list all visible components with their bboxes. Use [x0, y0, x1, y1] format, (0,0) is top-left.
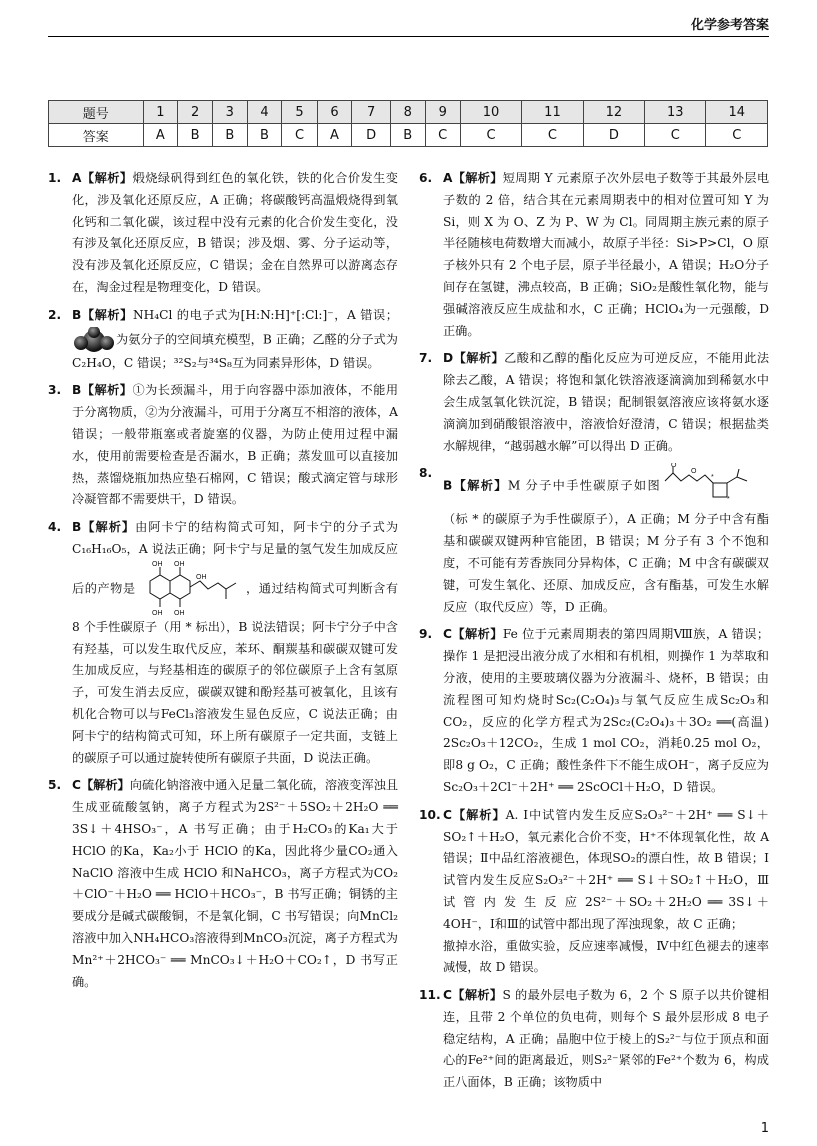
answer-letter: C [443, 988, 452, 1003]
analysis-text: 乙酸和乙醇的酯化反应为可逆反应，不能用此法除去乙酸，A 错误；将饱和氯化铁溶液逐滴滴加到稀氨水中会生成氢氧化铁沉淀，B 错误；配制银氨溶液应该将氨水逐滴滴加到硝酸银溶液中，溶液恰好澄清，C 错误；根据盐类水解规律，“越弱越水解”可以得出 D 正确。 [443, 351, 770, 453]
analysis-tag: 【解析】 [452, 171, 503, 185]
question-number: 10. [419, 807, 441, 822]
analysis-text: NH₄Cl 的电子式为 [132, 307, 241, 322]
question-number: 4. [48, 520, 62, 535]
answer-cell: D [352, 124, 391, 147]
electron-formula: [H:N:H]⁺[:Cl:]⁻ [240, 307, 334, 322]
analysis-text: M 分子中手性碳原子如图 [507, 478, 662, 493]
question-number: 5. [48, 778, 62, 793]
answer-cell: B [247, 124, 282, 147]
page-header: 化学参考答案 [690, 18, 769, 33]
svg-text:O: O [691, 468, 697, 476]
answer-letter: D [443, 351, 454, 366]
analysis-text: 由阿卡宁的结构简式可知，阿卡宁的分子式为C₁₆H₁₆O₅，A 说法正确；阿卡宁与足量的氢气发生加成反应后的产物是 [72, 520, 399, 596]
analysis-text: ，A 错误； [333, 307, 398, 322]
question-number: 9. [419, 627, 433, 642]
analysis-text: S 的最外层电子数为 6，2 个 S 原子以共价键相连，且带 2 个单位的负电荷，则每个 S 最外层形成 8 电子稳定结构，A 正确；晶胞中位于棱上的S₂²⁻与位于顶点和面心的Fe²⁺间的距离最近，则S₂²⁻紧邻的Fe²⁺个数为 6，构成正八面体，B 正确；该物质中 [443, 988, 769, 1090]
question-number: 6. [419, 171, 433, 185]
analysis-text: 短周期 Y 元素原子次外层电子数等于其最外层电子数的 2 倍，结合其在元素周期表中的相对位置可知 Y 为 Si，则 X 为 O、Z 为 P、W 为 Cl。同周期主族元素的原子半径随核电荷数增大而减小，故原子半径：Si>P>Cl，O 原子核外只有 2 个电子层，原子半径最小，A 错误；H₂O分子间存在氢键，沸点较高，B 正确；SiO₂是酸性氧化物，能与强碱溶液反应生成盐和水，C 正确；HClO₄为一元强酸，D 正确。 [443, 171, 770, 338]
answer-cell: B [178, 124, 213, 147]
svg-text:OH: OH [151, 609, 163, 617]
question-number-cell: 1 [143, 101, 178, 124]
answer-cell: C [425, 124, 460, 147]
analysis-tag: 【解析】 [451, 807, 506, 822]
header-rule [48, 36, 769, 37]
question-2 [48, 305, 398, 375]
question-number-row [49, 101, 768, 124]
svg-text:O: O [671, 463, 677, 470]
answer-letter: A [72, 171, 82, 185]
answer-cell: A [317, 124, 352, 147]
question-4 [48, 517, 398, 769]
question-1 [48, 168, 398, 299]
question-number: 8. [419, 466, 433, 481]
question-5 [48, 775, 398, 993]
row-label: 答案 [49, 124, 144, 147]
answer-cell: C [645, 124, 706, 147]
question-number-cell: 9 [425, 101, 460, 124]
answer-table [48, 100, 768, 147]
analysis-text: 煅烧绿矾得到红色的氧化铁，铁的化合价发生变化，涉及氧化还原反应，A 正确；将碳酸钙高温煅烧得到氧化钙和二氧化碳，该过程中没有元素的化合价发生变化，没有涉及氧化还原反应，B 错误；涉及烟、雾、分子运动等，没有涉及氧化还原反应，C 错误；金在自然界可以游离态存在，淘金过程是物理变化，D 错误。 [72, 171, 398, 294]
answer-cell: C [522, 124, 583, 147]
answer-letter: B [443, 478, 453, 493]
answer-letter: C [443, 627, 452, 642]
question-6 [419, 168, 769, 342]
answer-letter: C [72, 778, 81, 793]
left-column [48, 168, 398, 999]
analysis-text: 向硫化钠溶液中通入足量二氧化硫，溶液变浑浊且生成亚硫酸氢钠，离子方程式为2S²⁻＋5SO₂＋2H₂O ══ 3S↓＋4HSO₃⁻，A 书写正确；由于H₂CO₃的Ka₁大于 HClO 的Ka，Ka₂小于 HClO 的Ka，因此将少量CO₂通入 NaClO 溶液中生成 HClO 和NaHCO₃，离子方程式为CO₂＋ClO⁻＋H₂O ══ HClO＋HCO₃⁻，B 书写正确；铜锈的主要成分是碱式碳酸铜，不是氧化铜，C 书写错误；向MnCl₂溶液中加入NH₄HCO₃溶液得到MnCO₃沉淀，离子方程式为Mn²⁺＋2HCO₃⁻ ══ MnCO₃↓＋H₂O＋CO₂↑，D 书写正确。 [72, 778, 399, 989]
svg-text:OH: OH [173, 609, 185, 617]
question-number-cell: 8 [390, 101, 425, 124]
molecule-m-structure [661, 463, 769, 509]
ammonia-model-image [72, 327, 116, 353]
question-number-cell: 2 [178, 101, 213, 124]
analysis-text: 为氨分子的空间填充模型，B 正确；乙醛的分子式为C₂H₄O，C 错误；³²S₂与³⁴S₈互为同素异形体，D 错误。 [72, 332, 398, 370]
question-number-cell: 10 [460, 101, 521, 124]
answer-cell: C [282, 124, 317, 147]
answer-letter: B [72, 520, 82, 535]
answer-cell: B [212, 124, 247, 147]
analysis-text: Fe 位于元素周期表的第四周期Ⅷ族，A 错误；操作 1 是把浸出液分成了水相和有机相，则操作 1 为萃取和分液，使用的主要玻璃仪器为分液漏斗、烧杯，B 错误；由流程图可知灼烧时Sc₂(C₂O₄)₃与氧气反应生成Sc₂O₃和CO₂，反应的化学方程式为2Sc₂(C₂O₄)₃＋3O₂ ══(高温) 2Sc₂O₃＋12CO₂，生成 1 mol CO₂，消耗0.25 mol O₂，即8 g O₂，C 正确；酸性条件下不能生成OH⁻，离子反应为Sc₂O₃＋2Cl⁻＋2H⁺ ══ 2ScOCl＋H₂O，D 错误。 [443, 627, 770, 794]
question-number-cell: 14 [706, 101, 768, 124]
analysis-tag: 【解析】 [81, 520, 136, 535]
question-number: 7. [419, 351, 433, 366]
question-number-cell: 4 [247, 101, 282, 124]
analysis-tag: 【解析】 [81, 383, 133, 398]
row-label: 题号 [49, 101, 144, 124]
analysis-tag: 【解析】 [452, 478, 508, 493]
answer-cell: C [706, 124, 768, 147]
answer-cell: A [143, 124, 178, 147]
question-number-cell: 12 [583, 101, 644, 124]
page-number: 1 [760, 1121, 769, 1136]
question-number-cell: 11 [522, 101, 583, 124]
analysis-text: ，通过结构简式可判断含有 8 个手性碳原子（用 * 标出），B 说法错误；阿卡宁分子中含有羟基，可以发生取代反应，苯环、酮羰基和碳碳双键可发生加成反应，与羟基相连的碳原子的邻位碳原子上含有氢原子，可发生消去反应，碳碳双键和酚羟基可被氧化，且该有机化合物可以与FeCl₃溶液发生显色反应，C 说法正确；由阿卡宁的结构简式可知，环上所有碳原子一定共面，支链上的碳原子可以通过旋转使所有碳原子共面，D 说法正确。 [72, 581, 399, 765]
answer-letter: B [72, 307, 82, 322]
svg-text:OH: OH [151, 560, 163, 568]
question-number-cell: 3 [212, 101, 247, 124]
answer-row [49, 124, 768, 147]
analysis-tag: 【解析】 [81, 307, 133, 322]
question-number: 1. [48, 171, 62, 185]
question-7 [419, 348, 769, 457]
question-3 [48, 380, 398, 511]
question-11 [419, 985, 769, 1094]
svg-text:*: * [711, 474, 714, 482]
answer-cell: B [390, 124, 425, 147]
svg-text:OH: OH [195, 573, 207, 581]
answer-letter: C [443, 807, 452, 822]
answer-letter: A [443, 171, 453, 185]
svg-text:OH: OH [173, 560, 185, 568]
question-number: 3. [48, 383, 62, 398]
question-number: 11. [419, 988, 441, 1003]
analysis-tag: 【解析】 [453, 351, 505, 366]
question-number-cell: 6 [317, 101, 352, 124]
analysis-tag: 【解析】 [451, 627, 503, 642]
question-number-cell: 7 [352, 101, 391, 124]
question-8 [419, 463, 769, 618]
analysis-text: 撤掉水浴，重做实验，反应速率减慢，Ⅳ中红色褪去的速率减慢，故 D 错误。 [443, 938, 769, 975]
question-number: 2. [48, 307, 62, 322]
right-column [419, 168, 769, 1100]
question-10 [419, 805, 769, 979]
answer-cell: C [460, 124, 521, 147]
analysis-tag: 【解析】 [80, 778, 130, 793]
question-number-cell: 5 [282, 101, 317, 124]
question-number-cell: 13 [645, 101, 706, 124]
analysis-text: （标 * 的碳原子为手性碳原子），A 正确；M 分子中含有酯基和碳碳双键两种官能团，B 错误；M 分子有 3 个不饱和度，不可能有芳香族同分异构体，C 正确；M 中含有碳碳双键，可发生氧化、还原、加成反应，含有酯基，可发生水解反应（取代反应）等，D 正确。 [443, 512, 769, 614]
answer-cell: D [583, 124, 644, 147]
analysis-text: ①为长颈漏斗，用于向容器中添加液体，不能用于分离物质，②为分液漏斗，可用于分离互不相溶的液体，A 错误；一般带瓶塞或者旋塞的仪器，为防止使用过程中漏水，使用前需要检查是否漏水，B 正确；蒸发皿可以直接加热，蒸馏烧瓶加热应垫石棉网，C 错误；酸式滴定管与球形冷凝管都不需要烘干，D 错误。 [72, 383, 399, 507]
svg-text:*: * [727, 496, 730, 504]
analysis-tag: 【解析】 [81, 171, 133, 185]
hydrogenated-product-structure [136, 561, 246, 617]
analysis-text: A. Ⅰ中试管内发生反应S₂O₃²⁻＋2H⁺ ══ S↓＋SO₂↑＋H₂O，氧元素化合价不变，H⁺不体现氧化性，故 A 错误；Ⅱ中品红溶液褪色，体现SO₂的漂白性，故 B 错误；Ⅰ试管内发生反应S₂O₃²⁻＋2H⁺ ══ S↓＋SO₂↑＋H₂O，Ⅲ 试 管 内 发 生 反 应 2S²⁻＋SO₂＋2H₂O ══ 3S↓＋4OH⁻，Ⅰ和Ⅲ的试管中都出现了浑浊现象，故 C 正确； [443, 807, 769, 931]
answer-letter: B [72, 383, 82, 398]
analysis-tag: 【解析】 [451, 988, 503, 1003]
question-9 [419, 624, 769, 798]
